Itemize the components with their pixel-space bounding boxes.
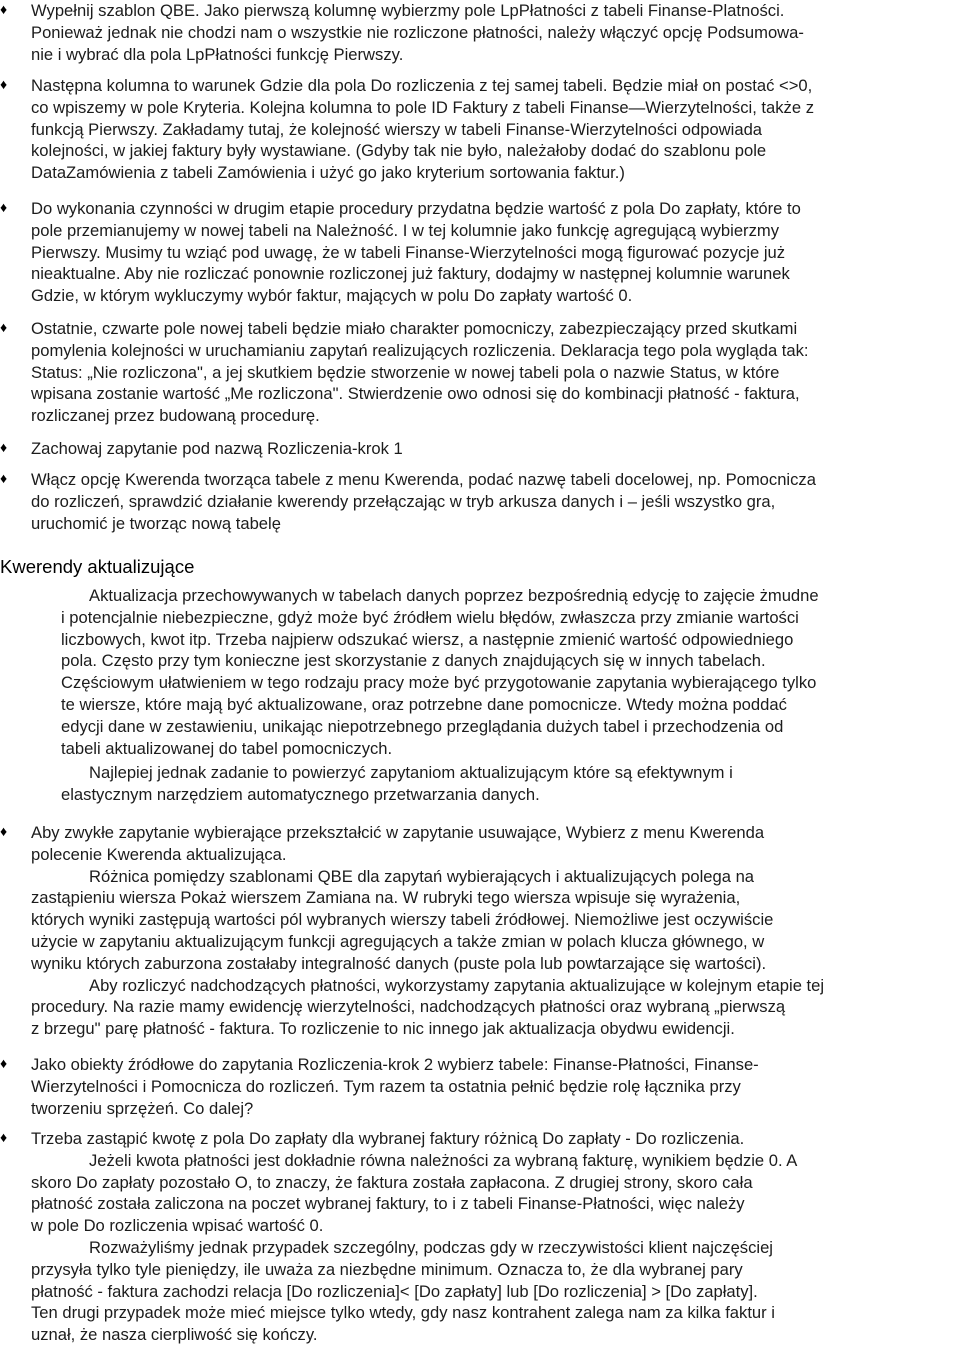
text-line: zastąpieniu wiersza Pokaż wierszem Zamiana na. W rubryki tego wiersza wpisuje się wyrażenia, (31, 888, 741, 908)
bullet-paragraph-6 (31, 469, 942, 534)
diamond-bullet-icon: ♦ (0, 1129, 8, 1145)
text-line: Aby rozliczyć nadchodzących płatności, wykorzystamy zapytania aktualizujące w kolejnym etapie tej (89, 975, 825, 995)
text-line: edycji dane w zestawieniu, unikając niepotrzebnego przeglądania dużych tabel i przechodzenia od (61, 716, 784, 736)
bullet-paragraph-8 (31, 1054, 942, 1119)
text-line: tworzeniu sprzężeń. Co dalej? (31, 1098, 254, 1118)
text-line: Aby zwykłe zapytanie wybierające przekształcić w zapytanie usuwające, Wybierz z menu Kwerenda (31, 823, 765, 842)
diamond-bullet-icon: ♦ (0, 199, 8, 215)
text-line: Zachowaj zapytanie pod nazwą Rozliczenia-krok 1 (31, 439, 403, 458)
section-heading: Kwerendy aktualizujące (0, 556, 195, 577)
text-line: nie i wybrać dla pola LpPłatności funkcję Pierwszy. (31, 44, 404, 64)
text-line: nieaktualne. Aby nie rozliczać ponownie rozliczonej już faktury, dodajmy w następnej kolumnie warunek (31, 264, 790, 284)
text-line: pola. Często przy tym konieczne jest skorzystanie z danych znajdujących się w innych tabelach. (61, 651, 766, 671)
diamond-bullet-icon: ♦ (0, 1, 8, 17)
text-line: rozliczanej przez budowaną procedurę. (31, 406, 320, 426)
text-line: pole przemianujemy w nowej tabeli na Należność. I w tej kolumnie jako funkcję agregującą wybierzmy (31, 220, 779, 240)
text-line: te wiersze, które mają być aktualizowane, oraz potrzebne dane pomocnicze. Wtedy można poddać (61, 694, 787, 714)
text-line: Aktualizacja przechowywanych w tabelach danych poprzez bezpośrednią edycję to zajęcie żmudne (89, 586, 819, 605)
text-line: przysyła tylko tyle pieniędzy, ile uważa za niezbędne minimum. Oznacza to, że dla wybranej pary (31, 1259, 743, 1279)
text-line: Wierzytelności i Pomocnicza do rozliczeń. Tym razem ta ostatnia pełnić będzie rolę łącznika przy (31, 1076, 741, 1096)
text-line: do rozliczeń, sprawdzić działanie kwerendy przełączając w tryb arkusza danych i – jeśli wszystko gra, (31, 491, 776, 511)
text-line: płatność - faktura zachodzi relacja [Do rozliczenia]< [Do zapłaty] lub [Do rozliczenia] > [Do zapłaty]. (31, 1281, 758, 1301)
bullet-paragraph-1 (31, 0, 942, 65)
bullet-paragraph-4 (31, 318, 942, 427)
text-line: Gdzie, w którym wykluczymy wybór faktur, mających w polu Do zapłaty wartość 0. (31, 286, 633, 306)
text-line: funkcją Pierwszy. Zakładamy tutaj, że kolejność wierszy w tabeli Finanse-Wierzytelności odpowiada (31, 119, 763, 139)
text-line: Rozważyliśmy jednak przypadek szczególny, podczas gdy w rzeczywistości klient najczęściej (89, 1237, 773, 1257)
bullet-paragraph-9 (31, 1128, 942, 1346)
text-line: Częściowym ułatwieniem w tego rodzaju pracy może być przygotowanie zapytania wybierającego tylko (61, 673, 817, 693)
bullet-paragraph-2 (31, 75, 942, 184)
text-line: Różnica pomiędzy szablonami QBE dla zapytań wybierających i aktualizujących polega na (89, 866, 755, 886)
text-line: wyniku których zaburzona zostałaby integralność danych (puste pola lub powtarzające się wartości). (31, 953, 767, 973)
text-line: Ten drugi przypadek może mieć miejsce tylko wtedy, gdy nasz kontrahent zalega nam za kilka faktur i (31, 1303, 775, 1323)
text-line: skoro Do zapłaty pozostało O, to znaczy, że faktura została zapłacona. Z drugiej strony, skoro cała (31, 1172, 753, 1192)
diamond-bullet-icon: ♦ (0, 1055, 8, 1071)
diamond-bullet-icon: ♦ (0, 470, 8, 486)
text-line: co wpiszemy w pole Kryteria. Kolejna kolumna to pole ID Faktury z tabeli Finanse—Wierzytelności, także z (31, 97, 814, 117)
text-line: uruchomić je tworząc nową tabelę (31, 513, 281, 533)
text-line: Status: „Nie rozliczona", a jej skutkiem będzie stworzenie w nowej tabeli pola o nazwie Status, w które (31, 362, 780, 382)
bullet-paragraph-3 (31, 198, 942, 307)
text-line: w pole Do rozliczenia wpisać wartość 0. (31, 1216, 324, 1236)
text-line: elastycznym narzędziem automatycznego przetwarzania danych. (61, 784, 540, 804)
text-line: uznał, że nasza cierpliwość się kończy. (31, 1325, 318, 1345)
text-line: pomylenia kolejności w uruchamianiu zapytań realizujących rozliczenia. Deklaracja tego pola wygląda tak: (31, 340, 809, 360)
diamond-bullet-icon: ♦ (0, 823, 8, 839)
diamond-bullet-icon: ♦ (0, 76, 8, 92)
bullet-paragraph-7 (31, 822, 942, 1040)
bullet-paragraph-5 (31, 438, 942, 460)
text-line: Następna kolumna to warunek Gdzie dla pola Do rozliczenia z tej samej tabeli. Będzie miał on postać <>0, (31, 76, 813, 95)
text-line: procedury. Na razie mamy ewidencję wierzytelności, nadchodzących płatności oraz wybraną „pierwszą (31, 997, 786, 1017)
text-line: Najlepiej jednak zadanie to powierzyć zapytaniom aktualizującym które są efektywnym i (89, 763, 733, 782)
text-line: użycie w zapytaniu aktualizującym funkcji agregujących a także zmian w polach klucza głównego, w (31, 931, 765, 951)
text-line: płatność została zaliczona na poczet wybranej faktury, to i z tabeli Finanse-Płatności, więc należy (31, 1194, 745, 1214)
text-line: polecenie Kwerenda aktualizująca. (31, 844, 287, 864)
text-line: i potencjalnie niebezpieczne, gdyż może być źródłem wielu błędów, zwłaszcza przy zmianie wartości (61, 607, 799, 627)
text-line: liczbowych, kwot itp. Trzeba najpierw odszukać wiersz, a następnie zmienić wartość odpowiedniego (61, 629, 794, 649)
text-line: Jeżeli kwota płatności jest dokładnie równa należności za wybraną fakturę, wynikiem będzie 0. A (89, 1150, 798, 1170)
section-paragraph-2 (61, 762, 942, 806)
text-line: kolejności, w jakiej faktury były wystawiane. (Gdyby tak nie było, należałoby dodać do szablonu pole (31, 141, 767, 161)
section-paragraph-1 (61, 585, 942, 759)
text-line: Ponieważ jednak nie chodzi nam o wszystkie nie rozliczone płatności, należy włączyć opcję Podsumowa- (31, 22, 804, 42)
text-line: Ostatnie, czwarte pole nowej tabeli będzie miało charakter pomocniczy, zabezpieczający przed skutkami (31, 319, 798, 338)
text-line: których wyniki zastępują wartości pól wybranych wierszy tabeli źródłowej. Niemożliwe jest oczywiście (31, 910, 774, 930)
text-line: Do wykonania czynności w drugim etapie procedury przydatna będzie wartość z pola Do zapłaty, które to (31, 199, 801, 218)
text-line: DataZamówienia z tabeli Zamówienia i użyć go jako kryterium sortowania faktur.) (31, 163, 625, 183)
diamond-bullet-icon: ♦ (0, 439, 8, 455)
diamond-bullet-icon: ♦ (0, 319, 8, 335)
text-line: Włącz opcję Kwerenda tworząca tabele z menu Kwerenda, podać nazwę tabeli docelowej, np. Pomocnicza (31, 470, 816, 489)
text-line: Trzeba zastąpić kwotę z pola Do zapłaty dla wybranej faktury różnicą Do zapłaty - Do rozliczenia. (31, 1129, 745, 1148)
text-line: Wypełnij szablon QBE. Jako pierwszą kolumnę wybierzmy pole LpPłatności z tabeli Finanse-Platności. (31, 1, 785, 20)
text-line: tabeli aktualizowanej do tabel pomocniczych. (61, 738, 393, 758)
text-line: Jako obiekty źródłowe do zapytania Rozliczenia-krok 2 wybierz tabele: Finanse-Płatności, Finanse- (31, 1055, 759, 1074)
text-line: wpisana zostanie wartość „Me rozliczona". Stwierdzenie owo odnosi się do kombinacji płatność - faktura, (31, 384, 800, 404)
text-line: Pierwszy. Musimy tu wziąć pod uwagę, że w tabeli Finanse-Wierzytelności mogą figurować pozycje już (31, 242, 786, 262)
text-line: z brzegu" parę płatność - faktura. To rozliczenie to nic innego jak aktualizacja obydwu ewidencji. (31, 1019, 735, 1039)
